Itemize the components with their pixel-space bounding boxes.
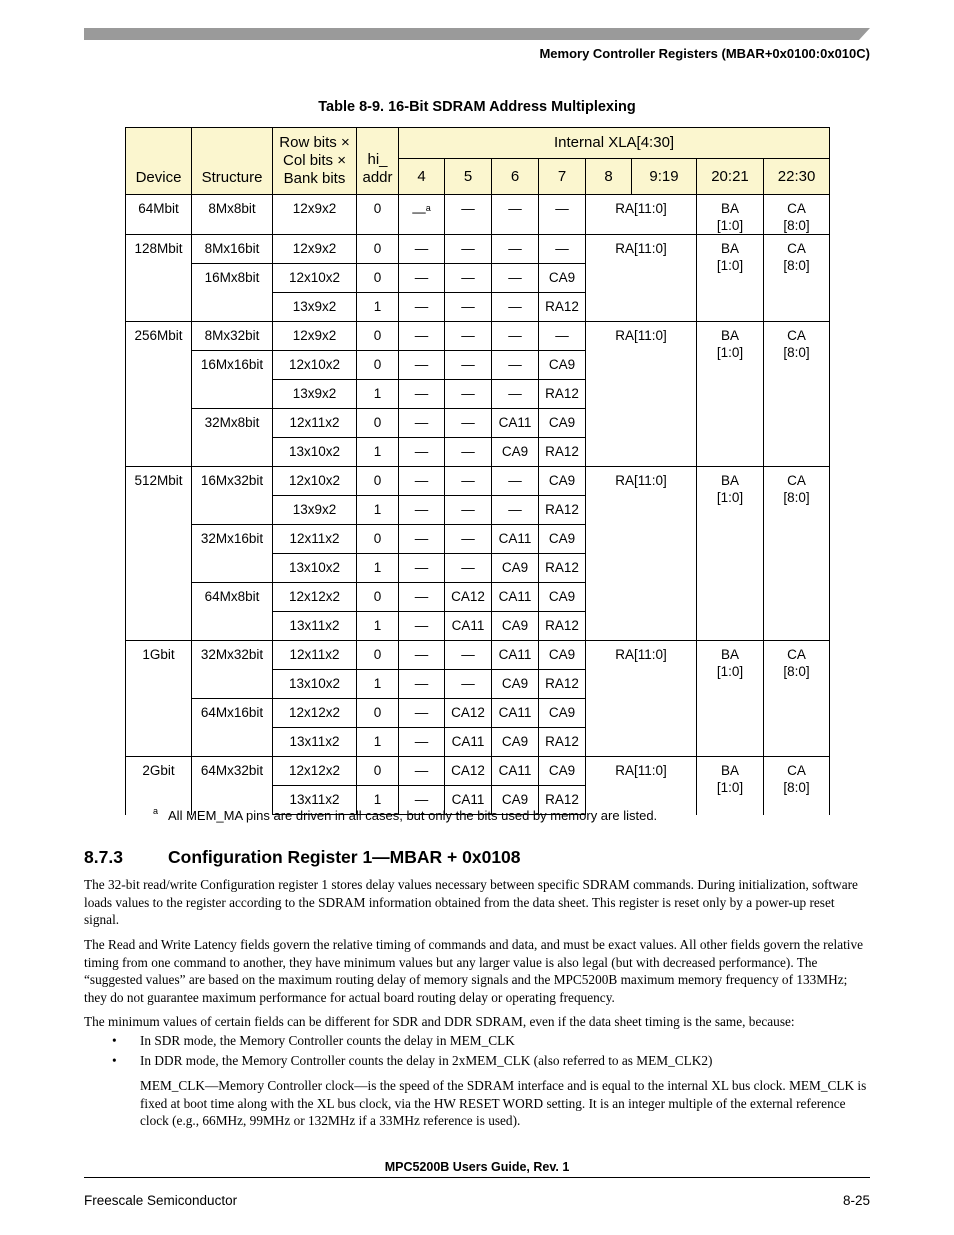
bits-cell: 12x11x2: [273, 641, 357, 670]
xla-7-cell: RA12: [539, 293, 586, 322]
device-cell: 2Gbit: [126, 757, 192, 815]
paragraph-1: The 32-bit read/write Configuration register 1 stores delay values necessary between specific SDRAM commands. During initialization, software loads values to the register according to the SDRAM information obtained from the data sheet. This register is reset only by a power-up reset signal.: [84, 877, 858, 927]
header-col-6: 6: [492, 159, 539, 195]
header-col-9-19: 9:19: [632, 159, 697, 195]
xla-5-cell: —: [445, 525, 492, 554]
hi-addr-cell: 0: [357, 699, 399, 728]
xla-7-cell: CA9: [539, 264, 586, 293]
footnote-mark: a: [153, 806, 159, 816]
ra-cell: RA[11:0]: [586, 235, 697, 322]
bullet-icon: •: [112, 1033, 117, 1048]
structure-cell: 32Mx8bit: [192, 409, 273, 467]
xla-6-cell: —: [492, 322, 539, 351]
structure-cell: 16Mx16bit: [192, 351, 273, 409]
device-cell: 128Mbit: [126, 235, 192, 322]
xla-4-cell: [399, 699, 445, 728]
hi-addr-cell: 0: [357, 525, 399, 554]
footer-guide-title: MPC5200B Users Guide, Rev. 1: [384, 1160, 570, 1174]
section-number: 8.7.3: [84, 847, 123, 867]
xla-4-value: —: [414, 270, 429, 285]
xla-4-cell: [399, 496, 445, 525]
header-col-22-30: 22:30: [764, 159, 830, 195]
xla-4-cell: [399, 554, 445, 583]
header-col-4: 4: [399, 159, 445, 195]
xla-5-cell: —: [445, 467, 492, 496]
xla-5-cell: —: [445, 409, 492, 438]
table-title: Table 8-9. 16-Bit SDRAM Address Multiplexing: [318, 99, 636, 115]
xla-5-cell: —: [445, 235, 492, 264]
xla-6-cell: —: [492, 467, 539, 496]
xla-5-cell: —: [445, 641, 492, 670]
bits-cell: 12x10x2: [273, 351, 357, 380]
xla-5-cell: —: [445, 195, 492, 235]
table-row: [126, 322, 830, 351]
ra-cell: RA[11:0]: [586, 641, 697, 757]
xla-6-cell: CA9: [492, 438, 539, 467]
paragraph-mem-clk: MEM_CLK—Memory Controller clock—is the speed of the SDRAM interface and is equal to the internal XL bus clock. MEM_CLK is fixed at boot time along with the XL bus clock, via the HW RESET WORD setting. It is an integer multiple of the external reference clock (e.g., 66MHz, 99MHz or 132MHz if a 33MHz reference is used).: [140, 1078, 867, 1128]
bullet-icon: •: [112, 1053, 117, 1068]
xla-4-cell: [399, 641, 445, 670]
xla-5-cell: —: [445, 293, 492, 322]
header-structure: Structure: [192, 128, 273, 195]
xla-4-cell: [399, 525, 445, 554]
hi-addr-cell: 0: [357, 322, 399, 351]
hi-addr-cell: 1: [357, 728, 399, 757]
table-row: [126, 641, 830, 670]
bits-cell: 12x10x2: [273, 264, 357, 293]
hi-addr-cell: 0: [357, 409, 399, 438]
xla-7-cell: RA12: [539, 554, 586, 583]
xla-7-cell: CA9: [539, 467, 586, 496]
xla-4-value: —: [414, 734, 429, 749]
device-cell: 512Mbit: [126, 467, 192, 641]
header-col-5: 5: [445, 159, 492, 195]
xla-7-cell: CA9: [539, 525, 586, 554]
xla-5-cell: —: [445, 380, 492, 409]
xla-7-cell: —: [539, 195, 586, 235]
xla-4-value: —: [414, 299, 429, 314]
hi-addr-cell: 1: [357, 670, 399, 699]
ba-cell: BA [1:0]: [697, 757, 764, 815]
table-body: [126, 195, 830, 815]
hi-addr-cell: 0: [357, 467, 399, 496]
xla-4-value: —: [414, 357, 429, 372]
xla-4-value: —: [414, 444, 429, 459]
xla-6-cell: CA9: [492, 670, 539, 699]
xla-7-cell: CA9: [539, 641, 586, 670]
xla-6-cell: CA11: [492, 583, 539, 612]
xla-6-cell: CA9: [492, 554, 539, 583]
hi-addr-cell: 1: [357, 786, 399, 815]
footnote-ref: a: [425, 203, 431, 213]
xla-7-cell: —: [539, 235, 586, 264]
xla-4-cell: [399, 728, 445, 757]
table-row: [126, 757, 830, 786]
xla-5-cell: CA11: [445, 612, 492, 641]
ba-cell: BA [1:0]: [697, 322, 764, 467]
xla-6-cell: CA9: [492, 786, 539, 815]
xla-4-value: —: [414, 647, 429, 662]
hi-addr-cell: 1: [357, 380, 399, 409]
ra-cell: RA[11:0]: [586, 195, 697, 235]
xla-6-cell: —: [492, 380, 539, 409]
header-col-20-21: 20:21: [697, 159, 764, 195]
footer-publisher: Freescale Semiconductor: [84, 1193, 238, 1208]
footer-divider: [84, 1177, 870, 1178]
footnote-text: All MEM_MA pins are driven in all cases, but only the bits used by memory are listed.: [168, 808, 658, 823]
xla-4-value: —: [414, 328, 429, 343]
structure-cell: 64Mx16bit: [192, 699, 273, 757]
header-hi-addr: hi_ addr: [357, 128, 399, 195]
xla-6-cell: CA9: [492, 728, 539, 757]
hi-addr-cell: 0: [357, 351, 399, 380]
running-head: Memory Controller Registers (MBAR+0x0100:0x010C): [539, 46, 870, 61]
ra-cell: RA[11:0]: [586, 757, 697, 815]
xla-6-cell: —: [492, 235, 539, 264]
xla-4-cell: [399, 438, 445, 467]
xla-7-cell: RA12: [539, 612, 586, 641]
xla-7-cell: RA12: [539, 496, 586, 525]
device-cell: 1Gbit: [126, 641, 192, 757]
hi-addr-cell: 0: [357, 264, 399, 293]
xla-4-value: —: [414, 473, 429, 488]
structure-cell: 32Mx32bit: [192, 641, 273, 699]
xla-5-cell: —: [445, 351, 492, 380]
xla-4-value: —: [414, 415, 429, 430]
structure-cell: 8Mx16bit: [192, 235, 273, 264]
xla-4-value: —: [414, 792, 429, 807]
header-device: Device: [126, 128, 192, 195]
xla-6-cell: CA9: [492, 612, 539, 641]
xla-7-cell: CA9: [539, 757, 586, 786]
xla-7-cell: RA12: [539, 380, 586, 409]
header-row-col-bank-bits: [273, 128, 357, 195]
bits-cell: 12x9x2: [273, 195, 357, 235]
xla-4-cell: [399, 409, 445, 438]
hi-addr-cell: 1: [357, 496, 399, 525]
ba-cell: BA [1:0]: [697, 195, 764, 235]
header-col-bits: Col bits ×: [283, 152, 346, 169]
xla-6-cell: CA11: [492, 699, 539, 728]
ca-cell: CA [8:0]: [764, 641, 830, 757]
xla-6-cell: —: [492, 496, 539, 525]
ba-cell: BA [1:0]: [697, 467, 764, 641]
xla-4-value: —: [414, 763, 429, 778]
ca-cell: CA [8:0]: [764, 195, 830, 235]
bits-cell: 13x11x2: [273, 612, 357, 641]
xla-4-cell: [399, 322, 445, 351]
hi-addr-cell: 0: [357, 757, 399, 786]
bits-cell: 13x9x2: [273, 496, 357, 525]
xla-4-cell: [399, 583, 445, 612]
xla-4-value: —: [414, 589, 429, 604]
bullet-text: In DDR mode, the Memory Controller counts the delay in 2xMEM_CLK (also referred to as MEM_CLK2): [140, 1053, 713, 1068]
hi-addr-cell: 1: [357, 438, 399, 467]
xla-5-cell: —: [445, 264, 492, 293]
structure-cell: 16Mx8bit: [192, 264, 273, 322]
xla-4-value: —: [414, 386, 429, 401]
ca-cell: CA [8:0]: [764, 757, 830, 815]
hi-addr-cell: 0: [357, 235, 399, 264]
xla-7-cell: CA9: [539, 409, 586, 438]
bits-cell: 12x10x2: [273, 467, 357, 496]
xla-4-cell: [399, 380, 445, 409]
hi-addr-cell: 0: [357, 641, 399, 670]
bits-cell: 13x11x2: [273, 786, 357, 815]
ba-cell: BA [1:0]: [697, 641, 764, 757]
xla-6-cell: —: [492, 264, 539, 293]
xla-5-cell: —: [445, 554, 492, 583]
xla-4-value: —: [412, 204, 426, 220]
xla-4-cell: [399, 264, 445, 293]
bits-cell: 13x9x2: [273, 380, 357, 409]
header-row-bits: Row bits ×: [279, 134, 350, 151]
structure-cell: 64Mx32bit: [192, 757, 273, 815]
xla-4-cell: [399, 612, 445, 641]
paragraph-2: The Read and Write Latency fields govern the relative timing of commands and data, and must be exact values. All other fields govern the relative timing from one command to another, they have minimum values but any larger value is also legal (but with decreased performance). The “suggested values” are based on the maximum routing delay of memory signals and the MPC5200B maximum memory frequency of 133MHz; they do not guarantee maximum performance for actual board routing delay or operating frequency.: [84, 937, 864, 1005]
xla-4-value: —: [414, 502, 429, 517]
bits-cell: 12x9x2: [273, 322, 357, 351]
xla-7-cell: RA12: [539, 786, 586, 815]
xla-7-cell: CA9: [539, 583, 586, 612]
xla-4-cell: [399, 757, 445, 786]
xla-6-cell: CA11: [492, 757, 539, 786]
ca-cell: CA [8:0]: [764, 467, 830, 641]
xla-4-cell: [399, 351, 445, 380]
section-heading: [84, 847, 521, 868]
hi-addr-cell: 1: [357, 293, 399, 322]
xla-5-cell: CA12: [445, 583, 492, 612]
xla-6-cell: —: [492, 293, 539, 322]
section-title: Configuration Register 1—MBAR + 0x0108: [168, 847, 521, 867]
page-number: 8-25: [842, 1193, 870, 1208]
table-footnote: [153, 808, 657, 823]
xla-4-value: —: [414, 618, 429, 633]
bits-cell: 12x12x2: [273, 757, 357, 786]
xla-4-cell: [399, 670, 445, 699]
device-cell: 64Mbit: [126, 195, 192, 235]
structure-cell: 64Mx8bit: [192, 583, 273, 641]
ra-cell: RA[11:0]: [586, 467, 697, 641]
xla-6-cell: CA11: [492, 409, 539, 438]
hi-addr-cell: 1: [357, 612, 399, 641]
xla-6-cell: —: [492, 351, 539, 380]
table-row: [126, 467, 830, 496]
bits-cell: 12x9x2: [273, 235, 357, 264]
xla-7-cell: CA9: [539, 699, 586, 728]
structure-cell: 16Mx32bit: [192, 467, 273, 525]
xla-7-cell: —: [539, 322, 586, 351]
table-row: [126, 235, 830, 264]
bits-cell: 12x11x2: [273, 525, 357, 554]
header-col-7: 7: [539, 159, 586, 195]
bits-cell: 13x9x2: [273, 293, 357, 322]
xla-5-cell: —: [445, 670, 492, 699]
sdram-multiplexing-table: [125, 127, 830, 815]
hi-addr-cell: 0: [357, 583, 399, 612]
xla-4-cell: [399, 235, 445, 264]
structure-cell: 8Mx8bit: [192, 195, 273, 235]
device-cell: 256Mbit: [126, 322, 192, 467]
structure-cell: 8Mx32bit: [192, 322, 273, 351]
xla-4-value: —: [414, 531, 429, 546]
xla-4-value: —: [414, 241, 429, 256]
xla-4-cell: [399, 467, 445, 496]
xla-4-cell: [399, 195, 445, 235]
ba-cell: BA [1:0]: [697, 235, 764, 322]
ra-cell: RA[11:0]: [586, 322, 697, 467]
xla-6-cell: CA11: [492, 525, 539, 554]
bits-cell: 12x12x2: [273, 583, 357, 612]
ca-cell: CA [8:0]: [764, 235, 830, 322]
ca-cell: CA [8:0]: [764, 322, 830, 467]
bits-cell: 13x11x2: [273, 728, 357, 757]
xla-5-cell: CA11: [445, 786, 492, 815]
xla-4-value: —: [414, 560, 429, 575]
xla-7-cell: RA12: [539, 438, 586, 467]
xla-5-cell: —: [445, 438, 492, 467]
paragraph-3: The minimum values of certain fields can be different for SDR and DDR SDRAM, even if the data sheet timing is the same, because:: [84, 1014, 795, 1029]
header-bank-bits: Bank bits: [283, 170, 346, 187]
xla-4-value: —: [414, 705, 429, 720]
hi-addr-cell: 0: [357, 195, 399, 235]
hi-addr-cell: 1: [357, 554, 399, 583]
header-bar: [84, 28, 870, 40]
xla-5-cell: —: [445, 322, 492, 351]
xla-7-cell: RA12: [539, 670, 586, 699]
xla-5-cell: —: [445, 496, 492, 525]
xla-7-cell: RA12: [539, 728, 586, 757]
xla-5-cell: CA12: [445, 757, 492, 786]
xla-5-cell: CA11: [445, 728, 492, 757]
structure-cell: 32Mx16bit: [192, 525, 273, 583]
table-row: [126, 195, 830, 235]
xla-4-cell: [399, 293, 445, 322]
header-internal-xla: Internal XLA[4:30]: [399, 128, 830, 159]
bits-cell: 13x10x2: [273, 554, 357, 583]
header-col-8: 8: [586, 159, 632, 195]
xla-5-cell: CA12: [445, 699, 492, 728]
bullet-text: In SDR mode, the Memory Controller counts the delay in MEM_CLK: [140, 1033, 515, 1048]
bits-cell: 12x12x2: [273, 699, 357, 728]
xla-6-cell: —: [492, 195, 539, 235]
bits-cell: 13x10x2: [273, 670, 357, 699]
xla-7-cell: CA9: [539, 351, 586, 380]
bits-cell: 12x11x2: [273, 409, 357, 438]
xla-6-cell: CA11: [492, 641, 539, 670]
xla-4-value: —: [414, 676, 429, 691]
bits-cell: 13x10x2: [273, 438, 357, 467]
